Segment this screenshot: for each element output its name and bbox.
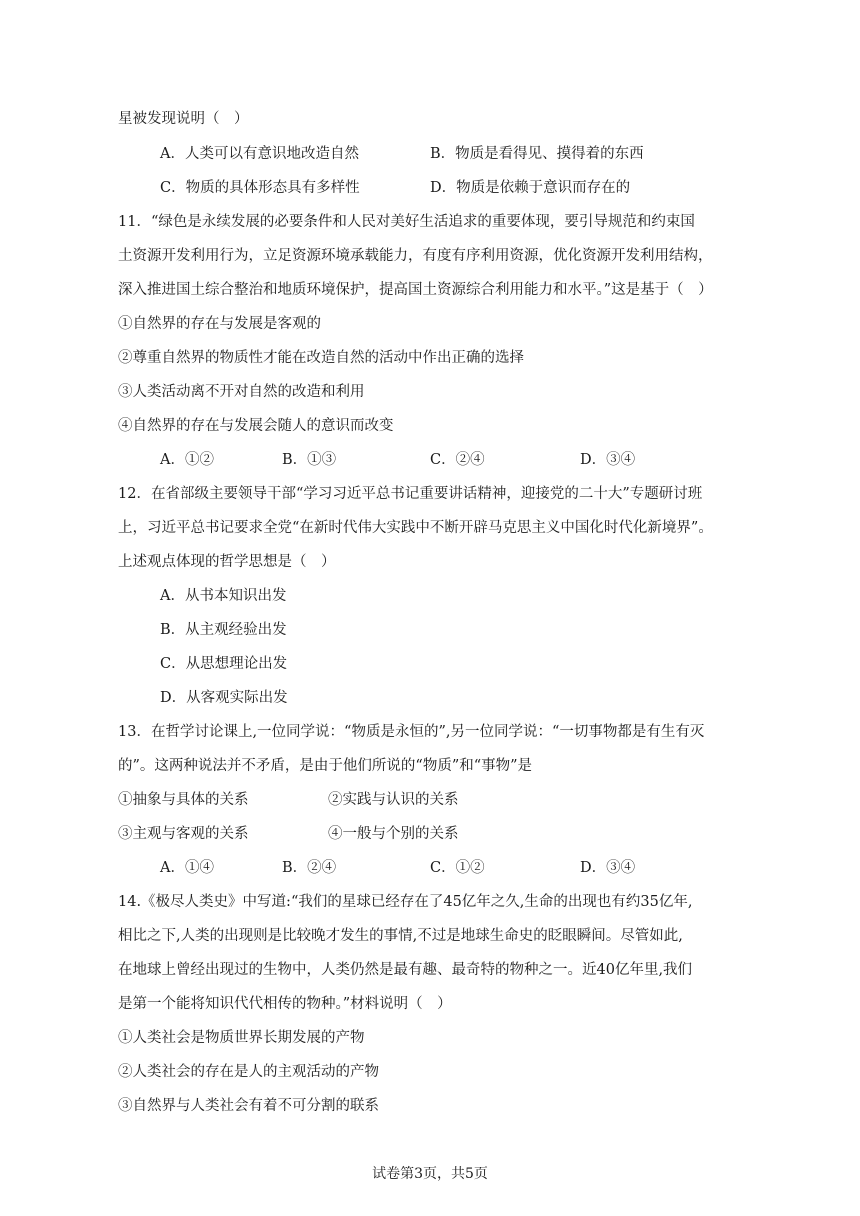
q14-stem-line-4: 是第一个能将知识代代相传的物种。”材料说明（ ） <box>118 996 452 1012</box>
q12-option-c: C．从思想理论出发 <box>160 656 288 672</box>
q13-option-d: D．③④ <box>580 860 636 876</box>
q11-statement-2: ②尊重自然界的物质性才能在改造自然的活动中作出正确的选择 <box>118 350 524 366</box>
q13-option-a: A．①④ <box>160 860 214 876</box>
q13-statement-4: ④一般与个别的关系 <box>328 826 459 842</box>
q11-statement-4: ④自然界的存在与发展会随人的意识而改变 <box>118 418 394 434</box>
q12-option-b: B．从主观经验出发 <box>160 622 287 638</box>
q14-stem-line-1: 14.《极尽人类史》中写道:“我们的星球已经存在了45亿年之久,生命的出现也有约35亿年, <box>118 894 693 910</box>
q14-stem-line-3: 在地球上曾经出现过的生物中，人类仍然是最有趣、最奇特的物种之一。近40亿年里,我们 <box>118 962 693 978</box>
q12-stem-line-2: 上，习近平总书记要求全党“在新时代伟大实践中不断开辟马克思主义中国化时代化新境界”。 <box>118 520 713 536</box>
q10-option-c: C．物质的具体形态具有多样性 <box>160 180 360 196</box>
q12-option-d: D．从客观实际出发 <box>160 690 288 706</box>
q11-option-b: B．①③ <box>282 452 337 468</box>
q11-statement-1: ①自然界的存在与发展是客观的 <box>118 316 321 332</box>
q10-option-d: D．物质是依赖于意识而存在的 <box>430 180 631 196</box>
q14-statement-3: ③自然界与人类社会有着不可分割的联系 <box>118 1098 379 1114</box>
q12-option-a: A．从书本知识出发 <box>160 588 287 604</box>
q11-option-d: D．③④ <box>580 452 636 468</box>
q14-statement-2: ②人类社会的存在是人的主观活动的产物 <box>118 1064 379 1080</box>
q14-statement-1: ①人类社会是物质世界长期发展的产物 <box>118 1030 365 1046</box>
q13-statement-1: ①抽象与具体的关系 <box>118 792 249 808</box>
q13-statement-3: ③主观与客观的关系 <box>118 826 249 842</box>
q13-option-b: B．②④ <box>282 860 337 876</box>
q11-stem-line-2: 土资源开发利用行为，立足资源环境承载能力，有度有序利用资源，优化资源开发利用结构， <box>118 248 713 264</box>
page-footer: 试卷第3页，共5页 <box>372 1166 488 1182</box>
q11-option-c: C．②④ <box>430 452 485 468</box>
q13-statement-2: ②实践与认识的关系 <box>328 792 459 808</box>
q12-stem-line-1: 12．在省部级主要领导干部“学习习近平总书记重要讲话精神，迎接党的二十大”专题研讨班 <box>118 486 703 502</box>
q11-statement-3: ③人类活动离不开对自然的改造和利用 <box>118 384 365 400</box>
q12-stem-line-3: 上述观点体现的哲学思想是（ ） <box>118 554 336 570</box>
q11-option-a: A．①② <box>160 452 214 468</box>
q11-stem-line-1: 11．“绿色是永续发展的必要条件和人民对美好生活追求的重要体现，要引导规范和约束国 <box>118 214 695 230</box>
q11-stem-line-3: 深入推进国土综合整治和地质环境保护，提高国土资源综合利用能力和水平。”这是基于（ ） <box>118 282 713 298</box>
q14-stem-line-2: 相比之下,人类的出现则是比较晚才发生的事情,不过是地球生命史的眨眼瞬间。尽管如此, <box>118 928 683 944</box>
q13-stem-line-1: 13．在哲学讨论课上,一位同学说：“物质是永恒的”,另一位同学说：“一切事物都是有生有灭 <box>118 724 705 740</box>
q10-option-a: A．人类可以有意识地改造自然 <box>160 146 359 162</box>
q10-stem-tail: 星被发现说明（ ） <box>118 111 249 127</box>
q10-option-b: B．物质是看得见、摸得着的东西 <box>430 146 644 162</box>
q13-stem-line-2: 的”。这两种说法并不矛盾，是由于他们所说的“物质”和“事物”是 <box>118 758 533 774</box>
q13-option-c: C．①② <box>430 860 485 876</box>
